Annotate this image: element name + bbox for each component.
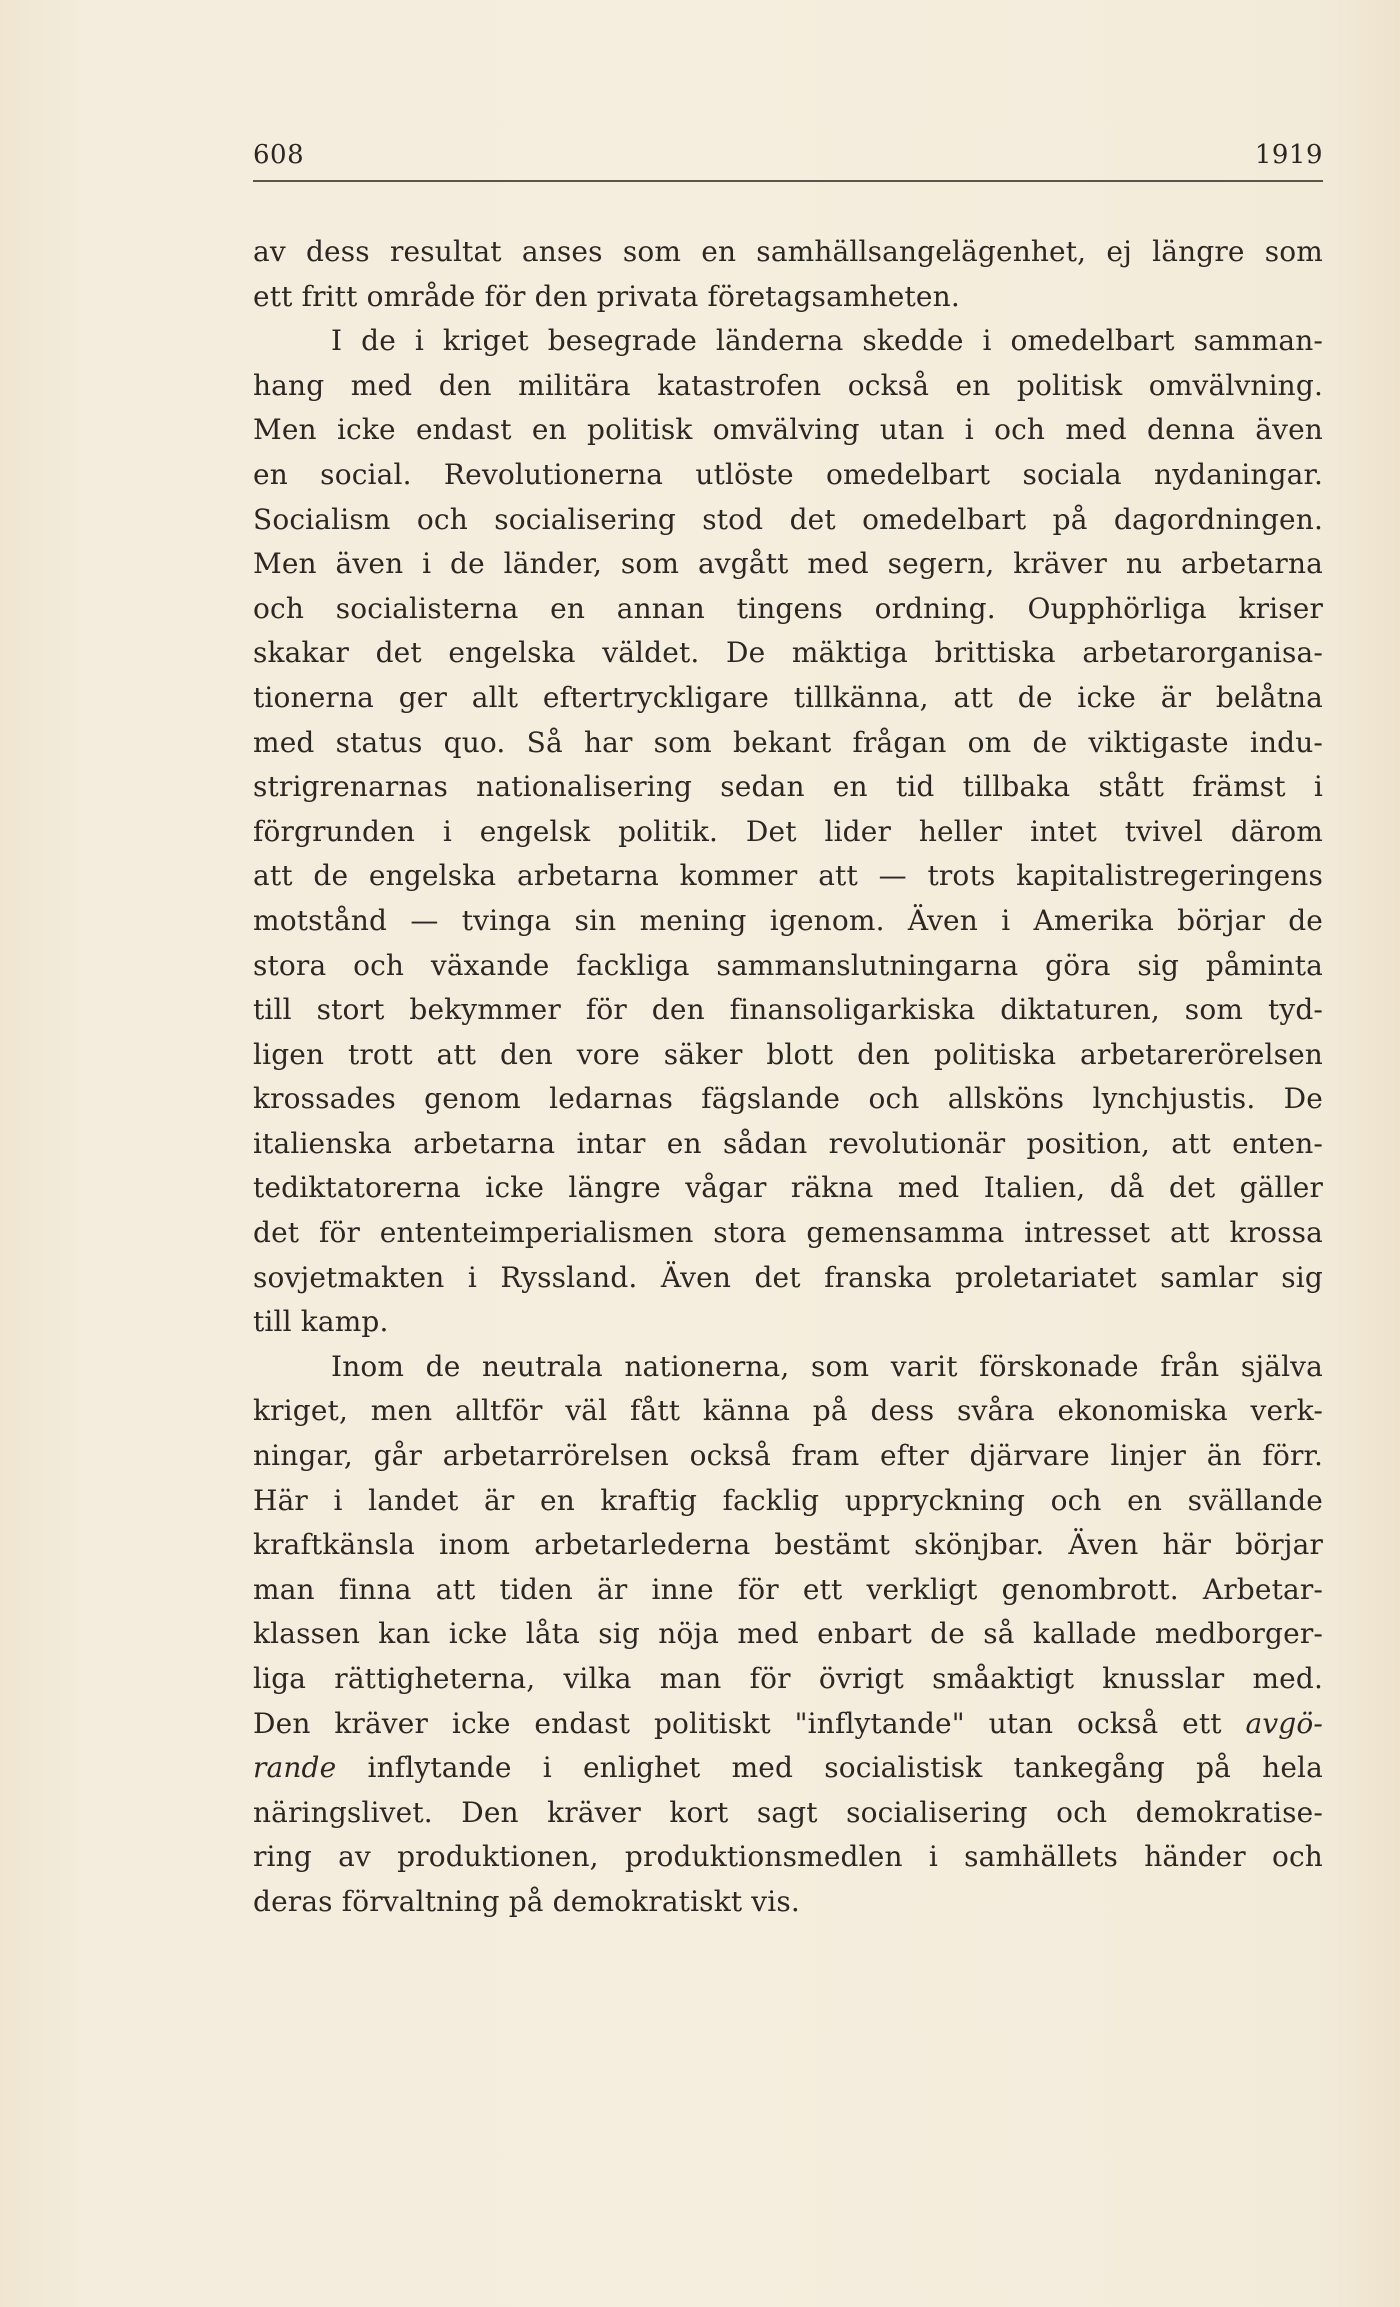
text-line: motstånd — tvinga sin mening igenom. Även i Amerika börjar de xyxy=(253,903,1323,937)
text-line: I de i kriget besegrade länderna skedde i omedelbart samman- xyxy=(331,324,1323,358)
text-line: ring av produktionen, produktionsmedlen i samhällets händer och xyxy=(253,1840,1323,1874)
text-line: Den kräver icke endast politiskt "inflytande" utan också ett avgö- xyxy=(253,1706,1323,1740)
text-line: liga rättigheterna, vilka man för övrigt småaktigt knusslar med. xyxy=(253,1662,1323,1695)
text-line: till stort bekymmer för den finansoligarkiska diktaturen, som tyd- xyxy=(253,993,1323,1027)
text-line: en social. Revolutionerna utlöste omedelbart sociala nydaningar. xyxy=(253,457,1323,491)
text-line: sovjetmakten i Ryssland. Även det franska proletariatet samlar sig xyxy=(253,1260,1323,1294)
header-year: 1919 xyxy=(1254,140,1323,170)
text-line: ligen trott att den vore säker blott den politiska arbetarerörelsen xyxy=(253,1037,1323,1071)
text-line: förgrunden i engelsk politik. Det lider heller intet tvivel därom xyxy=(253,814,1323,848)
text-line: kraftkänsla inom arbetarlederna bestämt skönjbar. Även här börjar xyxy=(253,1528,1323,1562)
text-line: klassen kan icke låta sig nöja med enbart de så kallade medborger- xyxy=(253,1617,1323,1651)
text-line: till kamp. xyxy=(253,1305,389,1339)
text-line: ett fritt område för den privata företagsamheten. xyxy=(253,279,960,313)
text-line: av dess resultat anses som en samhällsangelägenhet, ej längre som xyxy=(253,235,1323,268)
text-line: stora och växande fackliga sammanslutningarna göra sig påminta xyxy=(253,948,1323,982)
text-line: det för ententeimperialismen stora gemensamma intresset att krossa xyxy=(253,1216,1323,1250)
body-text xyxy=(253,230,1323,1925)
paragraph xyxy=(253,230,1323,319)
text-line: kriget, men alltför väl fått känna på dess svåra ekonomiska verk- xyxy=(253,1394,1323,1428)
text-line: strigrenarnas nationalisering sedan en tid tillbaka stått främst i xyxy=(253,770,1323,804)
text-line: med status quo. Så har som bekant frågan om de viktigaste indu- xyxy=(253,725,1323,759)
text-line: och socialisterna en annan tingens ordning. Oupphörliga kriser xyxy=(253,591,1323,625)
text-line: Men även i de länder, som avgått med segern, kräver nu arbetarna xyxy=(253,547,1323,581)
text-line: ningar, går arbetarrörelsen också fram efter djärvare linjer än förr. xyxy=(253,1439,1323,1473)
text-line: rande inflytande i enlighet med socialistisk tankegång på hela xyxy=(253,1751,1323,1785)
running-header xyxy=(253,136,1323,182)
paragraph xyxy=(253,319,1323,1345)
text-line: italienska arbetarna intar en sådan revolutionär position, att enten- xyxy=(253,1126,1323,1160)
text-line: skakar det engelska väldet. De mäktiga brittiska arbetarorganisa- xyxy=(253,636,1323,670)
text-line: tionerna ger allt eftertryckligare tillkänna, att de icke är belåtna xyxy=(253,680,1323,714)
text-line: Inom de neutrala nationerna, som varit förskonade från själva xyxy=(331,1349,1323,1383)
text-line: tediktatorerna icke längre vågar räkna med Italien, då det gäller xyxy=(253,1171,1323,1205)
page-number: 608 xyxy=(253,140,305,170)
text-line: att de engelska arbetarna kommer att — trots kapitalistregeringens xyxy=(253,859,1323,893)
text-line: hang med den militära katastrofen också en politisk omvälvning. xyxy=(253,368,1323,402)
text-line: man finna att tiden är inne för ett verkligt genombrott. Arbetar- xyxy=(253,1572,1323,1606)
text-line: Socialism och socialisering stod det omedelbart på dagordningen. xyxy=(253,502,1323,536)
text-line: Men icke endast en politisk omvälving utan i och med denna även xyxy=(253,413,1323,447)
paragraph xyxy=(253,1345,1323,1925)
text-line: Här i landet är en kraftig facklig uppryckning och en svällande xyxy=(253,1483,1323,1517)
text-line: deras förvaltning på demokratiskt vis. xyxy=(253,1884,800,1918)
text-line: krossades genom ledarnas fägslande och allsköns lynchjustis. De xyxy=(253,1082,1323,1116)
text-line: näringslivet. Den kräver kort sagt socialisering och demokratise- xyxy=(253,1795,1323,1829)
